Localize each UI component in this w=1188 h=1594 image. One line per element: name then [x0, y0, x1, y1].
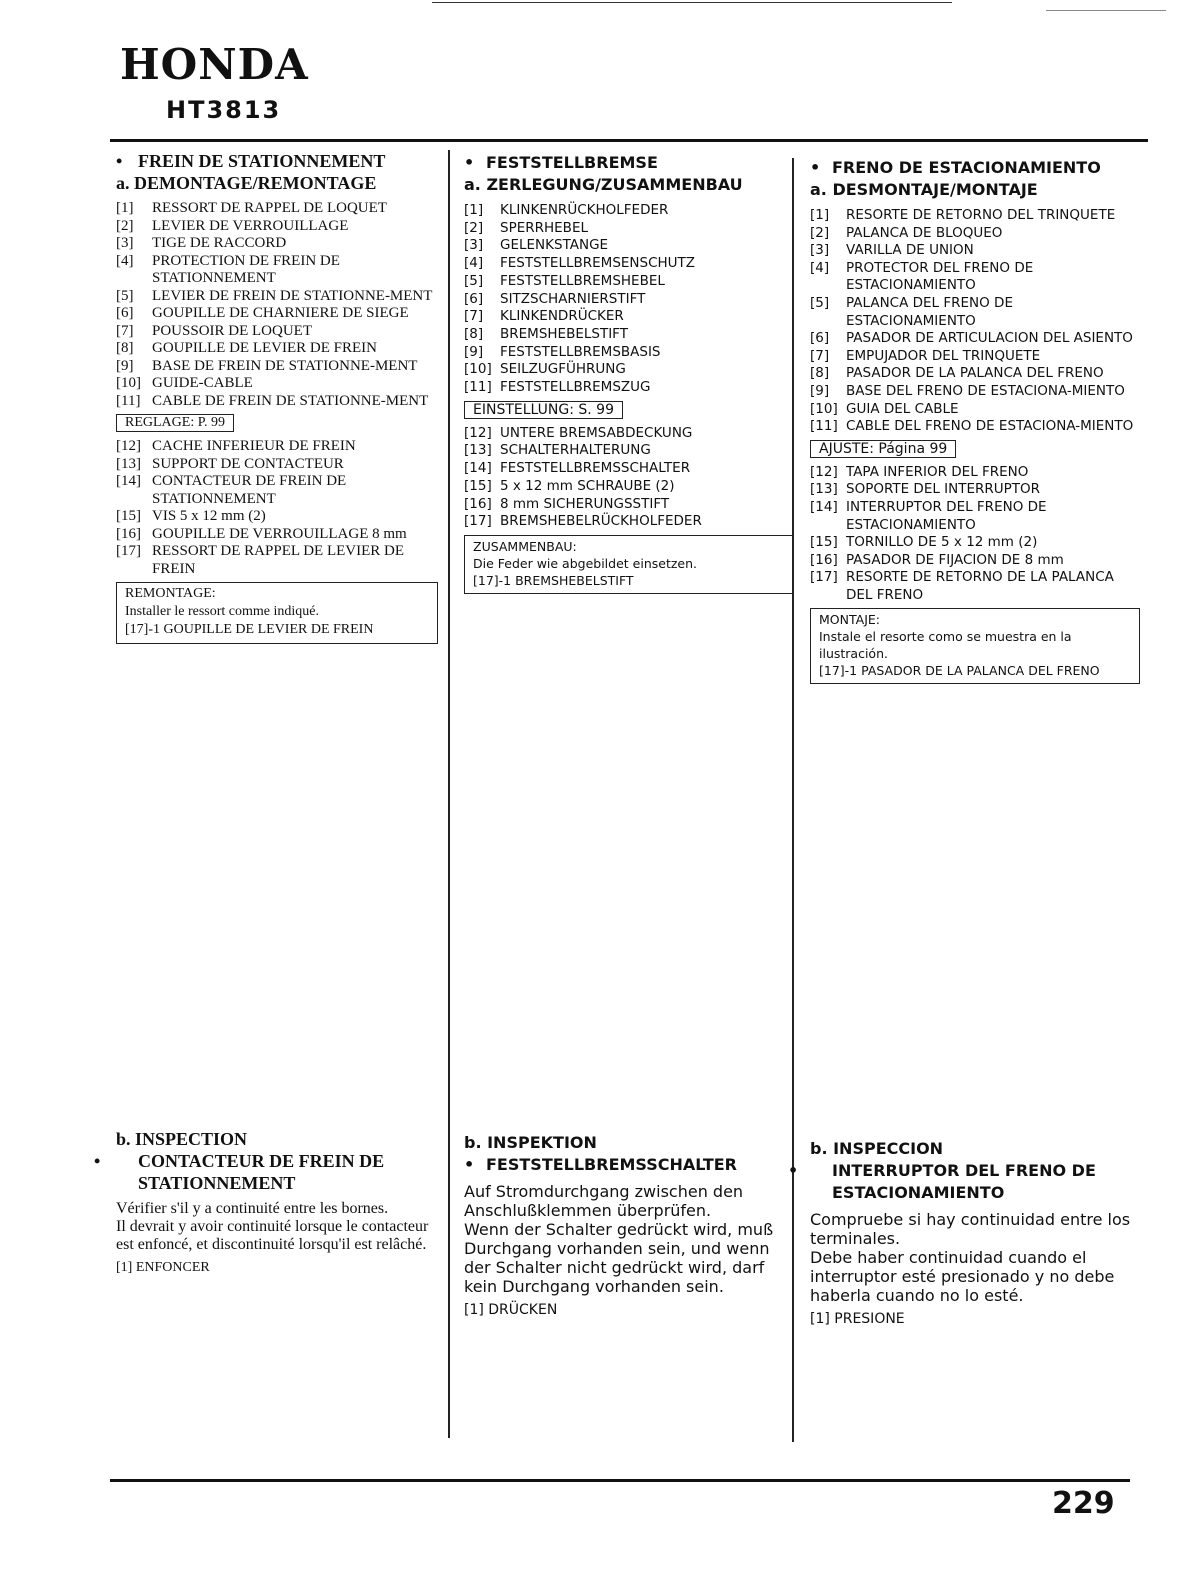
- parts-list-2: [116, 438, 438, 578]
- list-item: [7] KLINKENDRÜCKER: [464, 308, 624, 325]
- list-item: [1] RESORTE DE RETORNO DEL TRINQUETE: [810, 207, 1116, 223]
- list-item: [2] PALANCA DE BLOQUEO: [810, 224, 1003, 241]
- note-subitem: [17]-1 PASADOR DE LA PALANCA DEL FRENO: [819, 663, 1100, 679]
- list-item: [9] BASE DE FREIN DE STATIONNE-MENT: [116, 357, 418, 374]
- list-item: [17] RESORTE DE RETORNO DE LA PALANCA DEL FRENO: [810, 569, 1114, 603]
- inspection-text-2: Wenn der Schalter gedrückt wird, muß Durchgang vorhanden sein, und wenn der Schalter nicht gedrückt wird, darf kein Durchgang vorhanden sein.: [464, 1220, 774, 1296]
- list-item: [4] PROTECTION DE FREIN DE STATIONNEMENT: [116, 252, 340, 286]
- top-edge-line-right: [1046, 10, 1166, 11]
- assembly-note-box: [810, 608, 1140, 684]
- section-title: • FREIN DE STATIONNEMENT: [116, 150, 438, 172]
- inspection-french: [116, 1128, 438, 1276]
- adjustment-reference: REGLAGE: P. 99: [116, 414, 234, 432]
- brand-logo: HONDA: [120, 40, 309, 89]
- callout-label: [1] DRÜCKEN: [464, 1302, 558, 1318]
- list-item: [4] PROTECTOR DEL FRENO DE ESTACIONAMIENTO: [810, 259, 1034, 294]
- note-subitem: [17]-1 BREMSHEBELSTIFT: [473, 572, 634, 588]
- footer-rule: [110, 1479, 1130, 1482]
- section-title: • FRENO DE ESTACIONAMIENTO: [810, 157, 1140, 179]
- inspection-text-1: Compruebe si hay continuidad entre los terminales.: [810, 1210, 1131, 1248]
- list-item: [15] VIS 5 x 12 mm (2): [116, 508, 266, 524]
- note-title: ZUSAMMENBAU:: [473, 538, 577, 554]
- list-item: [16] 8 mm SICHERUNGSSTIFT: [464, 495, 670, 512]
- list-item: [11] CABLE DEL FRENO DE ESTACIONA-MIENTO: [810, 418, 1134, 435]
- list-item: [13] SCHALTERHALTERUNG: [464, 442, 651, 459]
- column-german: [464, 152, 794, 594]
- list-item: [3] VARILLA DE UNION: [810, 242, 974, 259]
- inspection-title: b. INSPEKTION: [464, 1133, 597, 1152]
- list-item: [14] INTERRUPTOR DEL FRENO DE ESTACIONAMIENTO: [810, 498, 1047, 533]
- subsection-a-title: a. ZERLEGUNG/ZUSAMMENBAU: [464, 175, 743, 194]
- inspection-text-1: Auf Stromdurchgang zwischen den Anschlußklemmen überprüfen.: [464, 1182, 744, 1220]
- parts-list-2: [464, 425, 794, 531]
- inspection-subtitle: • INTERRUPTOR DEL FRENO DE ESTACIONAMIENTO: [810, 1160, 1140, 1204]
- list-item: [13] SUPPORT DE CONTACTEUR: [116, 455, 344, 472]
- list-item: [14] FESTSTELLBREMSSCHALTER: [464, 460, 691, 477]
- parts-list-1: [116, 200, 438, 410]
- adjustment-reference: AJUSTE: Página 99: [810, 440, 956, 458]
- note-text: Die Feder wie abgebildet einsetzen.: [473, 555, 697, 571]
- inspection-text-2: Debe haber continuidad cuando el interruptor esté presionado y no debe haberla cuando no lo esté.: [810, 1248, 1115, 1305]
- list-item: [17] BREMSHEBELRÜCKHOLFEDER: [464, 513, 702, 530]
- inspection-german: [464, 1132, 794, 1318]
- parts-list-1: [464, 202, 794, 397]
- list-item: [12] CACHE INFERIEUR DE FREIN: [116, 438, 356, 454]
- note-text: Instale el resorte como se muestra en la ilustración.: [819, 629, 1072, 662]
- inspection-text-2: Il devrait y avoir continuité lorsque le contacteur est enfoncé, et discontinuité lorsqu'il est relâché.: [116, 1218, 429, 1253]
- list-item: [1] RESSORT DE RAPPEL DE LOQUET: [116, 200, 387, 216]
- list-item: [3] GELENKSTANGE: [464, 237, 609, 254]
- note-text: Installer le ressort comme indiqué.: [125, 604, 319, 619]
- parts-list-1: [810, 207, 1140, 436]
- inspection-spanish: [810, 1138, 1140, 1327]
- list-item: [5] FESTSTELLBREMSHEBEL: [464, 272, 665, 289]
- list-item: [14] CONTACTEUR DE FREIN DE STATIONNEMENT: [116, 473, 347, 507]
- list-item: [6] PASADOR DE ARTICULACION DEL ASIENTO: [810, 330, 1133, 347]
- list-item: [10] GUIDE-CABLE: [116, 375, 253, 391]
- column-divider-1: [448, 150, 450, 1438]
- list-item: [6] SITZSCHARNIERSTIFT: [464, 290, 646, 307]
- inspection-subtitle: • CONTACTEUR DE FREIN DE STATIONNEMENT: [116, 1150, 438, 1194]
- list-item: [9] FESTSTELLBREMSBASIS: [464, 343, 661, 360]
- list-item: [15] 5 x 12 mm SCHRAUBE (2): [464, 477, 675, 494]
- list-item: [16] GOUPILLE DE VERROUILLAGE 8 mm: [116, 525, 407, 542]
- list-item: [1] KLINKENRÜCKHOLFEDER: [464, 202, 669, 218]
- list-item: [7] POUSSOIR DE LOQUET: [116, 322, 313, 339]
- list-item: [15] TORNILLO DE 5 x 12 mm (2): [810, 534, 1038, 551]
- callout-label: [1] ENFONCER: [116, 1260, 210, 1275]
- inspection-subtitle: • FESTSTELLBREMSSCHALTER: [464, 1154, 794, 1176]
- callout-label: [1] PRESIONE: [810, 1311, 905, 1327]
- list-item: [12] UNTERE BREMSABDECKUNG: [464, 424, 693, 441]
- list-item: [4] FESTSTELLBREMSENSCHUTZ: [464, 255, 696, 272]
- list-item: [3] TIGE DE RACCORD: [116, 235, 287, 251]
- list-item: [8] PASADOR DE LA PALANCA DEL FRENO: [810, 365, 1104, 382]
- list-item: [17] RESSORT DE RAPPEL DE LEVIER DE FREIN: [116, 543, 405, 577]
- subsection-a-title: a. DEMONTAGE/REMONTAGE: [116, 173, 377, 193]
- model-number: HT3813: [166, 96, 282, 124]
- header-rule: [110, 139, 1148, 142]
- inspection-title: b. INSPECCION: [810, 1139, 944, 1158]
- list-item: [10] SEILZUGFÜHRUNG: [464, 361, 626, 378]
- list-item: [5] PALANCA DEL FRENO DE ESTACIONAMIENTO: [810, 294, 1013, 329]
- list-item: [8] GOUPILLE DE LEVIER DE FREIN: [116, 340, 377, 356]
- note-subitem: [17]-1 GOUPILLE DE LEVIER DE FREIN: [125, 622, 374, 637]
- inspection-text-1: Vérifier s'il y a continuité entre les bornes.: [116, 1200, 389, 1217]
- list-item: [12] TAPA INFERIOR DEL FRENO: [810, 463, 1029, 480]
- assembly-note-box: [464, 535, 794, 594]
- parts-list-2: [810, 464, 1140, 605]
- section-title: • FESTSTELLBREMSE: [464, 152, 794, 174]
- inspection-title: b. INSPECTION: [116, 1129, 248, 1149]
- list-item: [10] GUIA DEL CABLE: [810, 400, 959, 417]
- assembly-note-box: [116, 582, 438, 644]
- list-item: [2] LEVIER DE VERROUILLAGE: [116, 217, 349, 234]
- list-item: [11] FESTSTELLBREMSZUG: [464, 379, 651, 396]
- page-number: 229: [1052, 1486, 1115, 1521]
- list-item: [8] BREMSHEBELSTIFT: [464, 325, 628, 342]
- column-french: [116, 150, 438, 644]
- adjustment-reference: EINSTELLUNG: S. 99: [464, 401, 623, 419]
- list-item: [2] SPERRHEBEL: [464, 219, 588, 236]
- list-item: [7] EMPUJADOR DEL TRINQUETE: [810, 347, 1041, 364]
- list-item: [11] CABLE DE FREIN DE STATIONNE-MENT: [116, 392, 429, 409]
- top-edge-line: [432, 2, 952, 3]
- subsection-a-title: a. DESMONTAJE/MONTAJE: [810, 180, 1038, 199]
- note-title: REMONTAGE:: [125, 586, 216, 601]
- list-item: [5] LEVIER DE FREIN DE STATIONNE-MENT: [116, 287, 433, 304]
- list-item: [13] SOPORTE DEL INTERRUPTOR: [810, 481, 1041, 498]
- note-title: MONTAJE:: [819, 612, 880, 628]
- list-item: [6] GOUPILLE DE CHARNIERE DE SIEGE: [116, 305, 409, 321]
- list-item: [16] PASADOR DE FIJACION DE 8 mm: [810, 551, 1064, 568]
- list-item: [9] BASE DEL FRENO DE ESTACIONA-MIENTO: [810, 382, 1125, 399]
- column-spanish: [810, 157, 1140, 684]
